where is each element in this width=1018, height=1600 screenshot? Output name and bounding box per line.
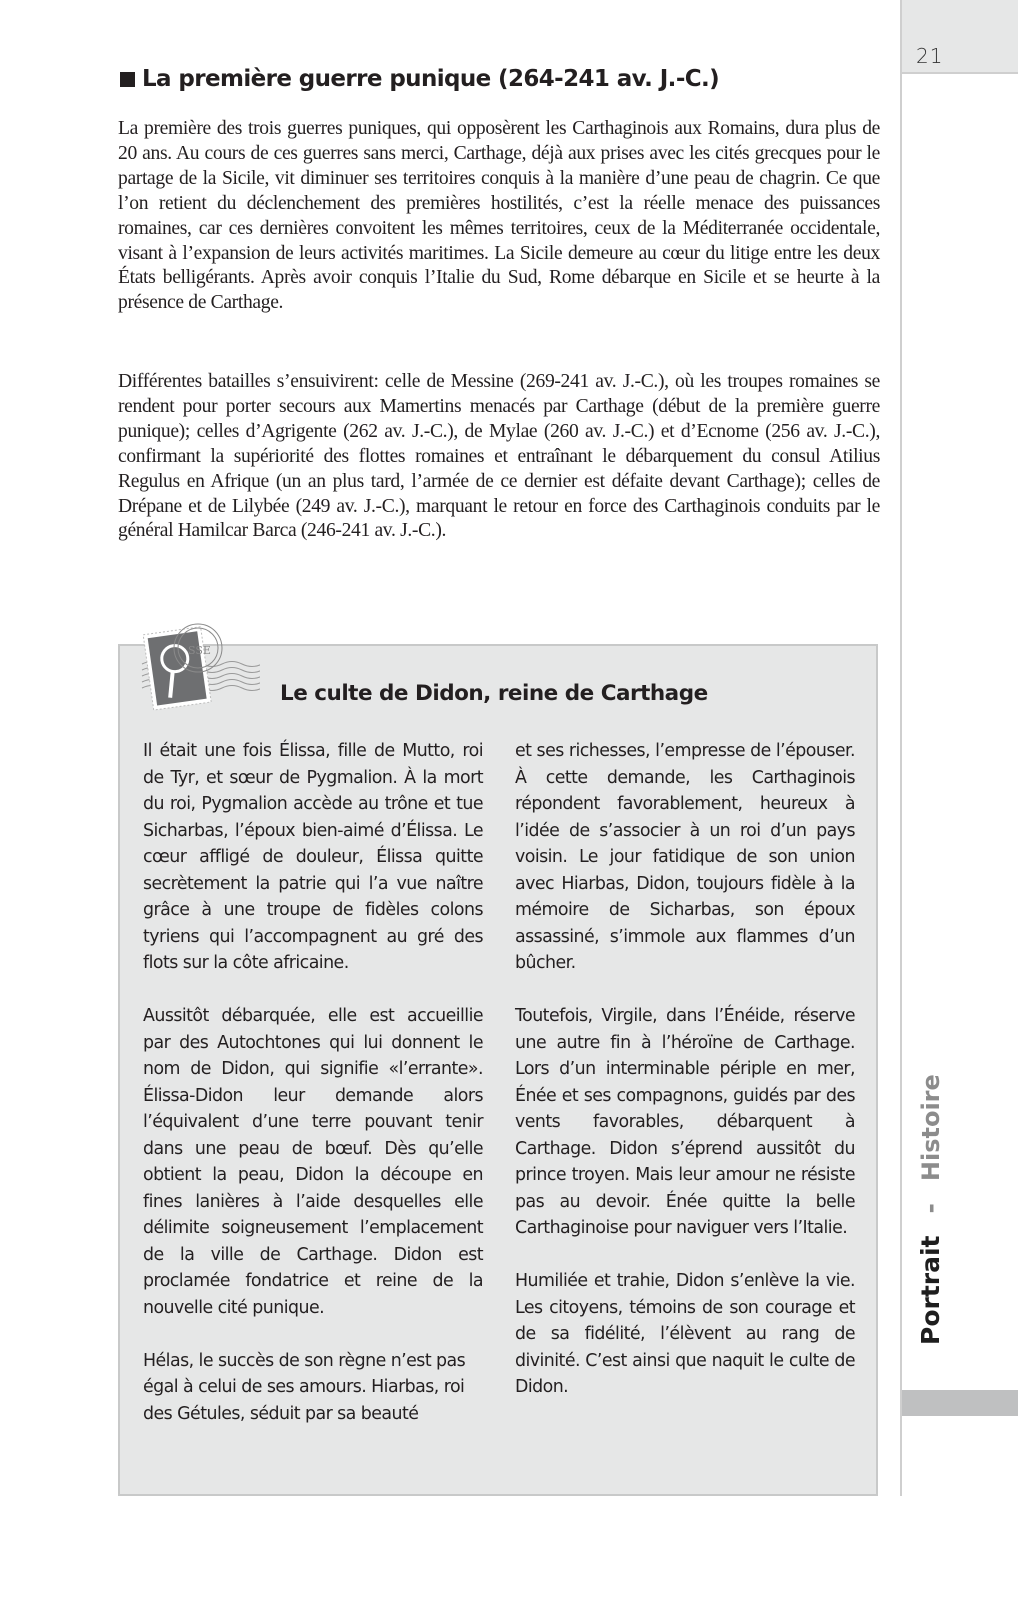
body-paragraph: La première des trois guerres puniques, qui opposèrent les Carthaginois aux Romains, dura plus de 20 ans. Au cours de ces guerres sans merci, Carthage, déjà aux prises avec les cités grecques pour le partage de la Sicile, vit diminuer ses territoires conquis à la manière d’une peau de chagrin. Ce que l’on retient du déclenchement des premières hostilités, c’est la réelle menace des puissances romaines, car ces dernières convoitent les mêmes territoires, ceux de la Méditerranée occidentale, visant à l’expansion de leurs activités maritimes. La Sicile demeure au cœur du litige entre les deux États belligérants. Après avoir conquis l’Italie du Sud, Rome débarque en Sicile et se heurte à la présence de Carthage. bbox=[118, 118, 880, 314]
box-title: Le culte de Didon, reine de Carthage bbox=[280, 681, 708, 706]
section-title: La première guerre punique (264-241 av. J.-C.) bbox=[142, 66, 720, 92]
box-column-right bbox=[515, 738, 855, 1427]
side-band bbox=[902, 1390, 1018, 1416]
box-paragraph: Toutefois, Virgile, dans l’Énéide, réserve une autre fin à l’héroïne de Carthage. Lors d’un interminable périple en mer, Énée et ses compagnons, guidés par des vents favorables, débarquent à Carthage. Didon s’éprend aussitôt du prince troyen. Mais leur amour ne résiste pas au devoir. Énée quitte la belle Carthaginoise pour naviguer vers l’Italie. bbox=[515, 1006, 855, 1238]
square-bullet-icon bbox=[120, 72, 135, 87]
section-side-label bbox=[906, 1060, 956, 1350]
margin-divider bbox=[900, 0, 902, 1496]
svg-text:SSE: SSE bbox=[188, 644, 211, 657]
page-number: 21 bbox=[916, 44, 944, 68]
section-heading bbox=[120, 66, 719, 92]
body-paragraph: Différentes batailles s’ensuivirent: celle de Messine (269-241 av. J.-C.), où les troupes romaines se rendent pour porter secours aux Mamertins menacés par Carthage (début de la première guerre punique); celles d’Agrigente (262 av. J.-C.), de Mylae (260 av. J.-C.) et d’Ecnome (256 av. J.-C.), confirmant la supériorité des flottes romaines et entraînant le débarquement du consul Atilius Regulus en Afrique (un an plus tard, l’armée de ce dernier est défaite devant Carthage); celles de Drépane et de Lilybée (249 av. J.-C.), marquant le retour en force des Carthaginois conduits par le général Hamilcar Barca (246-241 av. J.-C.). bbox=[118, 371, 880, 542]
box-column-left bbox=[143, 738, 483, 1454]
box-paragraph: Aussitôt débarquée, elle est accueillie par des Autochtones qui lui donnent le nom de Didon, qui signifie «l’errante». Élissa-Didon leur demande alors l’équivalent d’une terre pouvant tenir dans une peau de bœuf. Dès qu’elle obtient la peau, Didon la découpe en fines lanières à l’aide desquelles elle délimite soigneusement l’emplacement de la ville de Carthage. Didon est proclamée fondatrice et reine de la nouvelle cité punique. bbox=[143, 1006, 483, 1318]
box-paragraph: Hélas, le succès de son règne n’est pas égal à celui de ses amours. Hiarbas, roi des Gétules, séduit par sa beauté bbox=[143, 1350, 466, 1424]
side-label-primary: Portrait bbox=[916, 1235, 945, 1345]
page-number-band bbox=[902, 0, 1018, 74]
side-label-secondary: Histoire bbox=[917, 1074, 945, 1182]
box-paragraph: Humiliée et trahie, Didon s’enlève la vie. Les citoyens, témoins de son courage et de sa fidélité, l’élèvent au rang de divinité. C’est ainsi que naquit le culte de Didon. bbox=[515, 1271, 855, 1397]
magnifier-stamp-icon bbox=[140, 612, 260, 712]
box-paragraph: et ses richesses, l’empresse de l’épouser. À cette demande, les Carthaginois répondent favorablement, heureux à l’idée de s’associer à un roi d’un pays voisin. Le jour fatidique de son union avec Hiarbas, Didon, toujours fidèle à la mémoire de Sicharbas, son époux assassiné, s’immole aux flammes d’un bûcher. bbox=[515, 741, 855, 973]
box-paragraph: Il était une fois Élissa, fille de Mutto, roi de Tyr, et sœur de Pygmalion. À la mort du roi, Pygmalion accède au trône et tue Sicharbas, l’époux bien-aimé d’Élissa. Le cœur affligé de douleur, Élissa quitte secrètement la patrie qui l’a vue naître grâce à une troupe de fidèles colons tyriens qui l’accompagnent au gré des flots sur la côte africaine. bbox=[143, 741, 483, 973]
side-label-separator: - bbox=[916, 1203, 945, 1214]
